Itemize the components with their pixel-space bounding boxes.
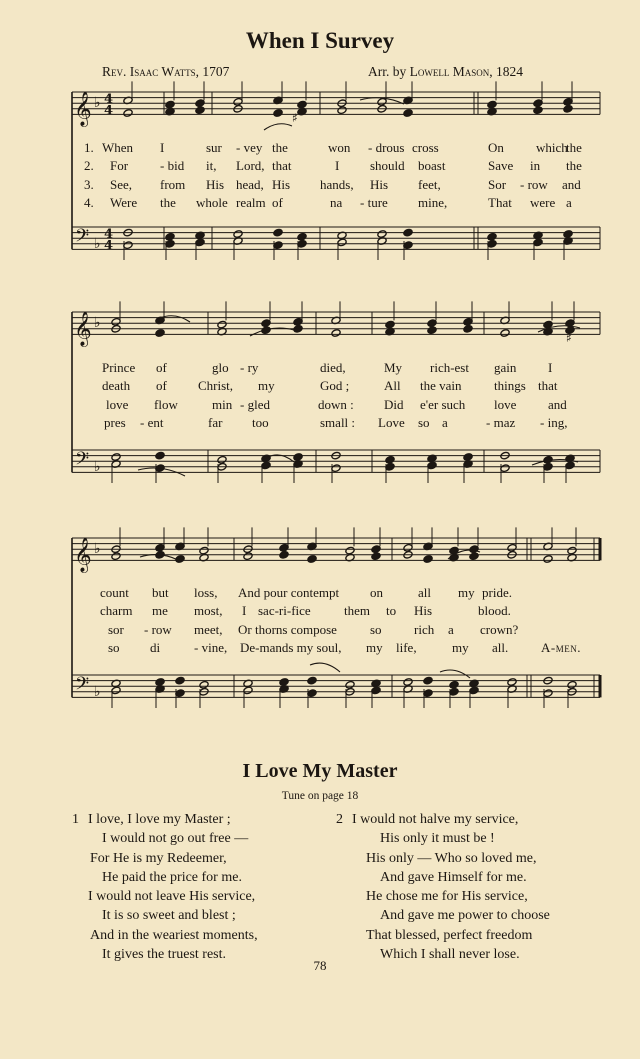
note-head bbox=[463, 453, 473, 462]
lyric-syllable: Love bbox=[378, 415, 405, 430]
poem-line: I would not leave His service, bbox=[88, 889, 256, 905]
lyric-syllable: love bbox=[494, 397, 517, 412]
lyric-syllable: and bbox=[548, 397, 567, 412]
lyric-syllable: from bbox=[160, 177, 186, 192]
lyric-syllable: in bbox=[530, 158, 541, 173]
poem-line: And in the weariest moments, bbox=[90, 927, 258, 943]
lyric-syllable: so bbox=[370, 622, 382, 637]
arranger-prefix: Arr. by bbox=[368, 64, 410, 79]
note-head bbox=[487, 100, 497, 109]
note-head bbox=[487, 233, 497, 242]
lyric-syllable: of bbox=[156, 360, 167, 375]
lyric-syllable: glo bbox=[212, 360, 229, 375]
lyric-syllable: that bbox=[272, 158, 292, 173]
note-head bbox=[293, 453, 303, 462]
lyric-syllable: a bbox=[442, 415, 448, 430]
amen-text: A-men. bbox=[541, 640, 581, 655]
lyric-syllable: di bbox=[150, 640, 161, 655]
treble-clef-icon: 𝄞 bbox=[74, 311, 92, 347]
note-head bbox=[403, 109, 413, 118]
poem-line: And gave Himself for me. bbox=[380, 869, 527, 885]
lyric-syllable: loss, bbox=[194, 585, 218, 600]
lyric-syllable: I bbox=[242, 603, 247, 618]
lyric-syllable: me bbox=[152, 603, 168, 618]
note-head bbox=[469, 552, 479, 561]
lyric-syllable: pride. bbox=[482, 585, 512, 600]
lyric-syllable: sac-ri-fice bbox=[258, 603, 311, 618]
lyric-syllable: them bbox=[344, 603, 370, 618]
lyric-syllable: Or thorns compose bbox=[238, 622, 337, 637]
flat-icon: ♭ bbox=[94, 235, 101, 252]
note-head bbox=[199, 681, 209, 690]
lyric-syllable: should bbox=[370, 158, 405, 173]
note-head bbox=[371, 552, 381, 561]
lyric-syllable: min bbox=[212, 397, 233, 412]
lyric-syllable: my bbox=[458, 585, 475, 600]
verse-number: 3. bbox=[84, 177, 94, 192]
lyric-syllable: - row bbox=[520, 177, 548, 192]
lyric-syllable: And pour contempt bbox=[238, 585, 340, 600]
lyric-syllable: - ent bbox=[140, 415, 164, 430]
lyric-syllable: I bbox=[548, 360, 553, 375]
arranger-name: Lowell Mason bbox=[409, 64, 490, 79]
note-head bbox=[449, 681, 459, 690]
note-head bbox=[543, 555, 553, 564]
lyric-syllable: the vain bbox=[420, 378, 462, 393]
lyric-syllable: charm bbox=[100, 603, 133, 618]
flat-icon: ♭ bbox=[94, 315, 101, 332]
note-head bbox=[331, 329, 341, 338]
note-head bbox=[217, 456, 227, 465]
lyric-syllable: far bbox=[208, 415, 223, 430]
lyric-syllable: - ture bbox=[360, 195, 388, 210]
lyric-syllable: on bbox=[370, 585, 383, 600]
lyric-syllable: His bbox=[206, 177, 225, 192]
poem-line: For He is my Redeemer, bbox=[90, 850, 227, 866]
lyric-syllable: to bbox=[386, 603, 397, 618]
lyric-syllable: count bbox=[100, 585, 129, 600]
poem-line: His only — Who so loved me, bbox=[366, 850, 537, 866]
note-head bbox=[337, 106, 347, 115]
note-head bbox=[403, 678, 413, 687]
lyric-syllable: boast bbox=[418, 158, 446, 173]
note-head bbox=[567, 681, 577, 690]
note-head bbox=[111, 453, 121, 462]
note-head bbox=[449, 546, 459, 555]
lyric-syllable: rich bbox=[414, 622, 435, 637]
lyric-syllable: - ry bbox=[240, 360, 259, 375]
lyric-syllable: but bbox=[152, 585, 169, 600]
lyric-syllable: All bbox=[384, 378, 401, 393]
flat-icon: ♭ bbox=[94, 95, 101, 112]
lyric-syllable: - maz bbox=[486, 415, 516, 430]
lyric-syllable: Prince bbox=[102, 360, 136, 375]
lyric-syllable: Did bbox=[384, 397, 404, 412]
note-head bbox=[123, 109, 133, 118]
lyric-syllable: the bbox=[566, 158, 582, 173]
lyric-syllable: realm bbox=[236, 195, 266, 210]
bass-clef-icon: 𝄢 bbox=[75, 448, 90, 474]
lyric-syllable: flow bbox=[154, 397, 178, 412]
lyric-syllable: Christ, bbox=[198, 378, 234, 393]
lyric-syllable: so bbox=[418, 415, 430, 430]
poem-line: He chose me for His service, bbox=[366, 889, 528, 905]
lyric-syllable: a bbox=[566, 195, 572, 210]
lyric-syllable: Sor bbox=[488, 177, 507, 192]
page-number: 78 bbox=[313, 958, 327, 973]
arranger-year: , 1824 bbox=[489, 64, 523, 79]
lyric-syllable: small : bbox=[320, 415, 356, 430]
note-head bbox=[279, 551, 289, 560]
note-head bbox=[155, 329, 165, 338]
flat-icon: ♭ bbox=[94, 683, 101, 700]
lyric-syllable: down : bbox=[318, 397, 354, 412]
time-signature-top: 4 bbox=[104, 227, 114, 243]
note-head bbox=[403, 228, 413, 237]
note-head bbox=[243, 552, 253, 561]
note-head bbox=[111, 552, 121, 561]
poem-line: I would not go out free — bbox=[102, 831, 249, 847]
lyric-syllable: which bbox=[536, 140, 568, 155]
lyric-syllable: His bbox=[370, 177, 389, 192]
lyric-syllable: the bbox=[272, 140, 288, 155]
lyric-syllable: I bbox=[160, 140, 165, 155]
lyric-syllable: mine, bbox=[418, 195, 448, 210]
poem-line: I would not halve my service, bbox=[352, 812, 519, 827]
lyric-syllable: the bbox=[566, 140, 582, 155]
note-head bbox=[385, 456, 395, 465]
note-head bbox=[293, 325, 303, 334]
lyric-syllable: e'er such bbox=[420, 397, 466, 412]
lyric-syllable: Lord, bbox=[236, 158, 265, 173]
bass-clef-icon: 𝄢 bbox=[75, 225, 90, 251]
time-signature-bottom: 4 bbox=[104, 238, 114, 254]
lyric-syllable: death bbox=[102, 378, 131, 393]
flat-icon: ♭ bbox=[94, 541, 101, 558]
lyric-syllable: De-mands my soul, bbox=[240, 640, 342, 655]
stanza-number: 2 bbox=[336, 812, 343, 827]
sharp-icon: ♯ bbox=[566, 331, 572, 345]
poem-line: Which I shall never lose. bbox=[380, 947, 520, 963]
treble-clef-icon: 𝄞 bbox=[74, 91, 92, 127]
lyric-syllable: - ing, bbox=[540, 415, 568, 430]
verse-number: 1. bbox=[84, 140, 94, 155]
note-head bbox=[307, 676, 317, 685]
hymn-title: When I Survey bbox=[245, 28, 395, 53]
lyric-syllable: - drous bbox=[368, 140, 405, 155]
lyric-syllable: - gled bbox=[240, 397, 270, 412]
note-head bbox=[500, 329, 510, 338]
poem-line: It gives the truest rest. bbox=[102, 947, 227, 963]
poem-line: And gave me power to choose bbox=[380, 908, 550, 924]
note-head bbox=[233, 230, 243, 239]
lyric-syllable: that bbox=[538, 378, 558, 393]
lyric-syllable: Save bbox=[488, 158, 514, 173]
lyric-syllable: cross bbox=[412, 140, 439, 155]
note-head bbox=[273, 228, 283, 237]
lyric-syllable: On bbox=[488, 140, 504, 155]
lyric-syllable: of bbox=[156, 378, 167, 393]
note-head bbox=[175, 676, 185, 685]
note-head bbox=[507, 678, 517, 687]
note-head bbox=[533, 106, 543, 115]
poem-line: That blessed, perfect freedom bbox=[366, 927, 533, 943]
slur-line bbox=[264, 124, 292, 130]
lyric-syllable: na bbox=[330, 195, 343, 210]
slur-line bbox=[440, 670, 470, 678]
lyric-syllable: rich-est bbox=[430, 360, 469, 375]
poem-line: I love, I love my Master ; bbox=[88, 812, 231, 827]
lyric-syllable: meet, bbox=[194, 622, 223, 637]
lyric-syllable: His bbox=[272, 177, 291, 192]
note-head bbox=[423, 676, 433, 685]
lyric-syllable: blood. bbox=[478, 603, 511, 618]
second-hymn-title: I Love My Master bbox=[242, 760, 398, 782]
lyric-syllable: my bbox=[452, 640, 469, 655]
tune-note: Tune on page 18 bbox=[281, 790, 359, 802]
note-head bbox=[427, 326, 437, 335]
poem-line: It is so sweet and blest ; bbox=[102, 908, 236, 924]
time-signature-top: 4 bbox=[104, 92, 114, 108]
lyric-syllable: the bbox=[160, 195, 176, 210]
author-name: Rev. Isaac Watts bbox=[102, 64, 196, 79]
lyric-syllable: His bbox=[414, 603, 433, 618]
note-head bbox=[297, 100, 307, 109]
treble-clef-icon: 𝄞 bbox=[74, 537, 92, 573]
note-head bbox=[297, 233, 307, 242]
lyric-syllable: won bbox=[328, 140, 351, 155]
lyric-syllable: Were bbox=[110, 195, 138, 210]
author-year: , 1707 bbox=[195, 64, 230, 79]
note-head bbox=[563, 105, 573, 114]
lyric-syllable: God ; bbox=[320, 378, 350, 393]
lyric-syllable: it, bbox=[206, 158, 217, 173]
lyric-syllable: - vine, bbox=[194, 640, 228, 655]
note-head bbox=[345, 681, 355, 690]
lyric-syllable: whole bbox=[196, 195, 228, 210]
note-head bbox=[563, 230, 573, 239]
note-head bbox=[307, 555, 317, 564]
bass-clef-icon: 𝄢 bbox=[75, 673, 90, 699]
note-head bbox=[279, 678, 289, 687]
lyric-syllable: - row bbox=[144, 622, 172, 637]
lyric-syllable: life, bbox=[396, 640, 417, 655]
lyric-syllable: most, bbox=[194, 603, 223, 618]
lyric-syllable: pres bbox=[104, 415, 126, 430]
time-signature-bottom: 4 bbox=[104, 103, 114, 119]
lyric-syllable: hands, bbox=[320, 177, 354, 192]
lyric-syllable: all bbox=[418, 585, 431, 600]
note-head bbox=[165, 233, 175, 242]
note-head bbox=[165, 100, 175, 109]
note-head bbox=[345, 546, 355, 555]
lyric-syllable: When bbox=[102, 140, 134, 155]
lyric-syllable: - vey bbox=[236, 140, 263, 155]
note-head bbox=[385, 320, 395, 329]
verse-number: 4. bbox=[84, 195, 94, 210]
lyric-syllable: a bbox=[448, 622, 454, 637]
verse-number: 2. bbox=[84, 158, 94, 173]
note-head bbox=[155, 678, 165, 687]
lyric-syllable: all. bbox=[492, 640, 509, 655]
lyric-syllable: gain bbox=[494, 360, 517, 375]
lyric-syllable: and bbox=[562, 177, 581, 192]
lyric-syllable: love bbox=[106, 397, 129, 412]
lyric-syllable: were bbox=[530, 195, 556, 210]
note-head bbox=[377, 230, 387, 239]
lyric-syllable: sor bbox=[108, 622, 124, 637]
slur-line bbox=[310, 663, 340, 672]
lyric-syllable: For bbox=[110, 158, 129, 173]
note-head bbox=[217, 320, 227, 329]
poem-line: His only it must be ! bbox=[380, 831, 495, 847]
lyric-syllable: See, bbox=[110, 177, 133, 192]
lyric-syllable: I bbox=[335, 158, 340, 173]
note-head bbox=[463, 325, 473, 334]
stanza-number: 1 bbox=[72, 812, 79, 827]
lyric-syllable: That bbox=[488, 195, 512, 210]
lyric-syllable: head, bbox=[236, 177, 264, 192]
lyric-syllable: - bid bbox=[160, 158, 185, 173]
lyric-syllable: so bbox=[108, 640, 120, 655]
flat-icon: ♭ bbox=[94, 458, 101, 475]
note-head bbox=[155, 451, 165, 460]
lyric-syllable: crown? bbox=[480, 622, 519, 637]
lyric-syllable: died, bbox=[320, 360, 346, 375]
lyric-syllable: my bbox=[258, 378, 275, 393]
lyric-syllable: of bbox=[272, 195, 283, 210]
note-head bbox=[423, 555, 433, 564]
lyric-syllable: too bbox=[252, 415, 269, 430]
note-head bbox=[273, 109, 283, 118]
lyric-syllable: things bbox=[494, 378, 526, 393]
lyric-syllable: feet, bbox=[418, 177, 441, 192]
note-head bbox=[199, 546, 209, 555]
sharp-icon: ♯ bbox=[292, 111, 298, 125]
note-head bbox=[567, 546, 577, 555]
note-head bbox=[195, 106, 205, 115]
lyric-syllable: my bbox=[366, 640, 383, 655]
poem-line: He paid the price for me. bbox=[102, 869, 242, 885]
lyric-syllable: My bbox=[384, 360, 403, 375]
lyric-syllable: sur bbox=[206, 140, 222, 155]
